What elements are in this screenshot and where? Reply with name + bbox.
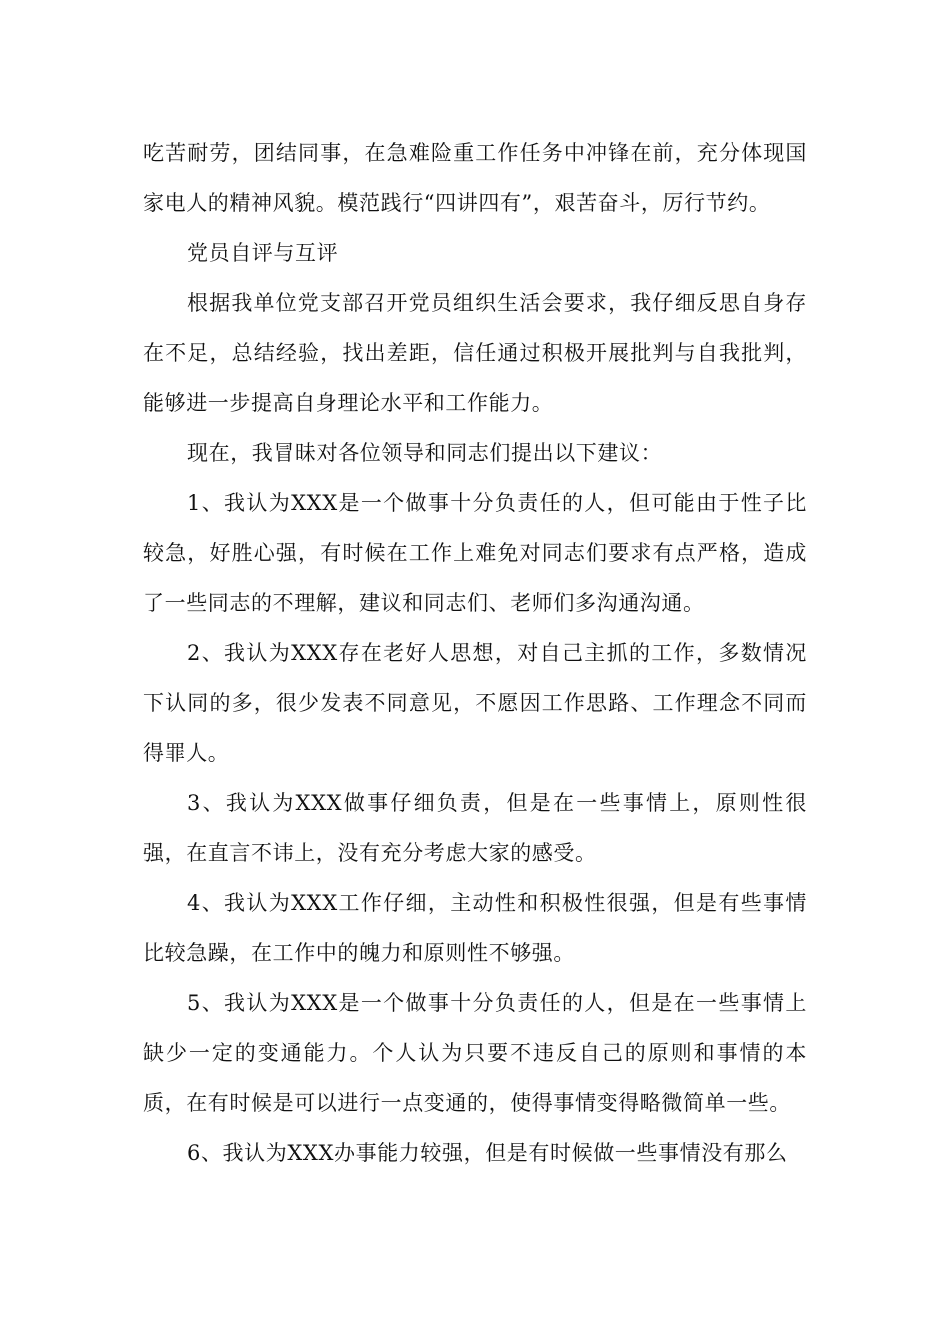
- suggestion-item-2: 2、我认为XXX存在老好人思想，对自己主抓的工作，多数情况下认同的多，很少发表不同意见，不愿因工作思路、工作理念不同而得罪人。: [143, 641, 807, 765]
- paragraph-continuation: 吃苦耐劳，团结同事，在急难险重工作任务中冲锋在前，充分体现国家电人的精神风貌。模范践行“四讲四有”，艰苦奋斗，厉行节约。: [143, 141, 807, 215]
- suggestion-item-3: 3、我认为XXX做事仔细负责，但是在一些事情上，原则性很强，在直言不讳上，没有充分考虑大家的感受。: [143, 791, 807, 865]
- paragraph-lead: 现在，我冒昧对各位领导和同志们提出以下建议：: [187, 441, 663, 465]
- suggestion-item-5: 5、我认为XXX是一个做事十分负责任的人，但是在一些事情上缺少一定的变通能力。个人认为只要不违反自己的原则和事情的本质，在有时候是可以进行一点变通的，使得事情变得略微简单一些。: [143, 991, 807, 1115]
- document-body: [143, 128, 807, 1178]
- suggestion-item-4: 4、我认为XXX工作仔细，主动性和积极性很强，但是有些事情比较急躁，在工作中的魄力和原则性不够强。: [143, 891, 807, 965]
- paragraph-intro: 根据我单位党支部召开党员组织生活会要求，我仔细反思自身存在不足，总结经验，找出差距，信任通过积极开展批判与自我批判，能够进一步提高自身理论水平和工作能力。: [143, 291, 807, 415]
- suggestion-item-6: 6、我认为XXX办事能力较强，但是有时候做一些事情没有那么: [187, 1141, 788, 1165]
- suggestion-item-1: 1、我认为XXX是一个做事十分负责任的人，但可能由于性子比较急，好胜心强，有时候在工作上难免对同志们要求有点严格，造成了一些同志的不理解，建议和同志们、老师们多沟通沟通。: [143, 491, 807, 615]
- section-heading: 党员自评与互评: [187, 241, 339, 265]
